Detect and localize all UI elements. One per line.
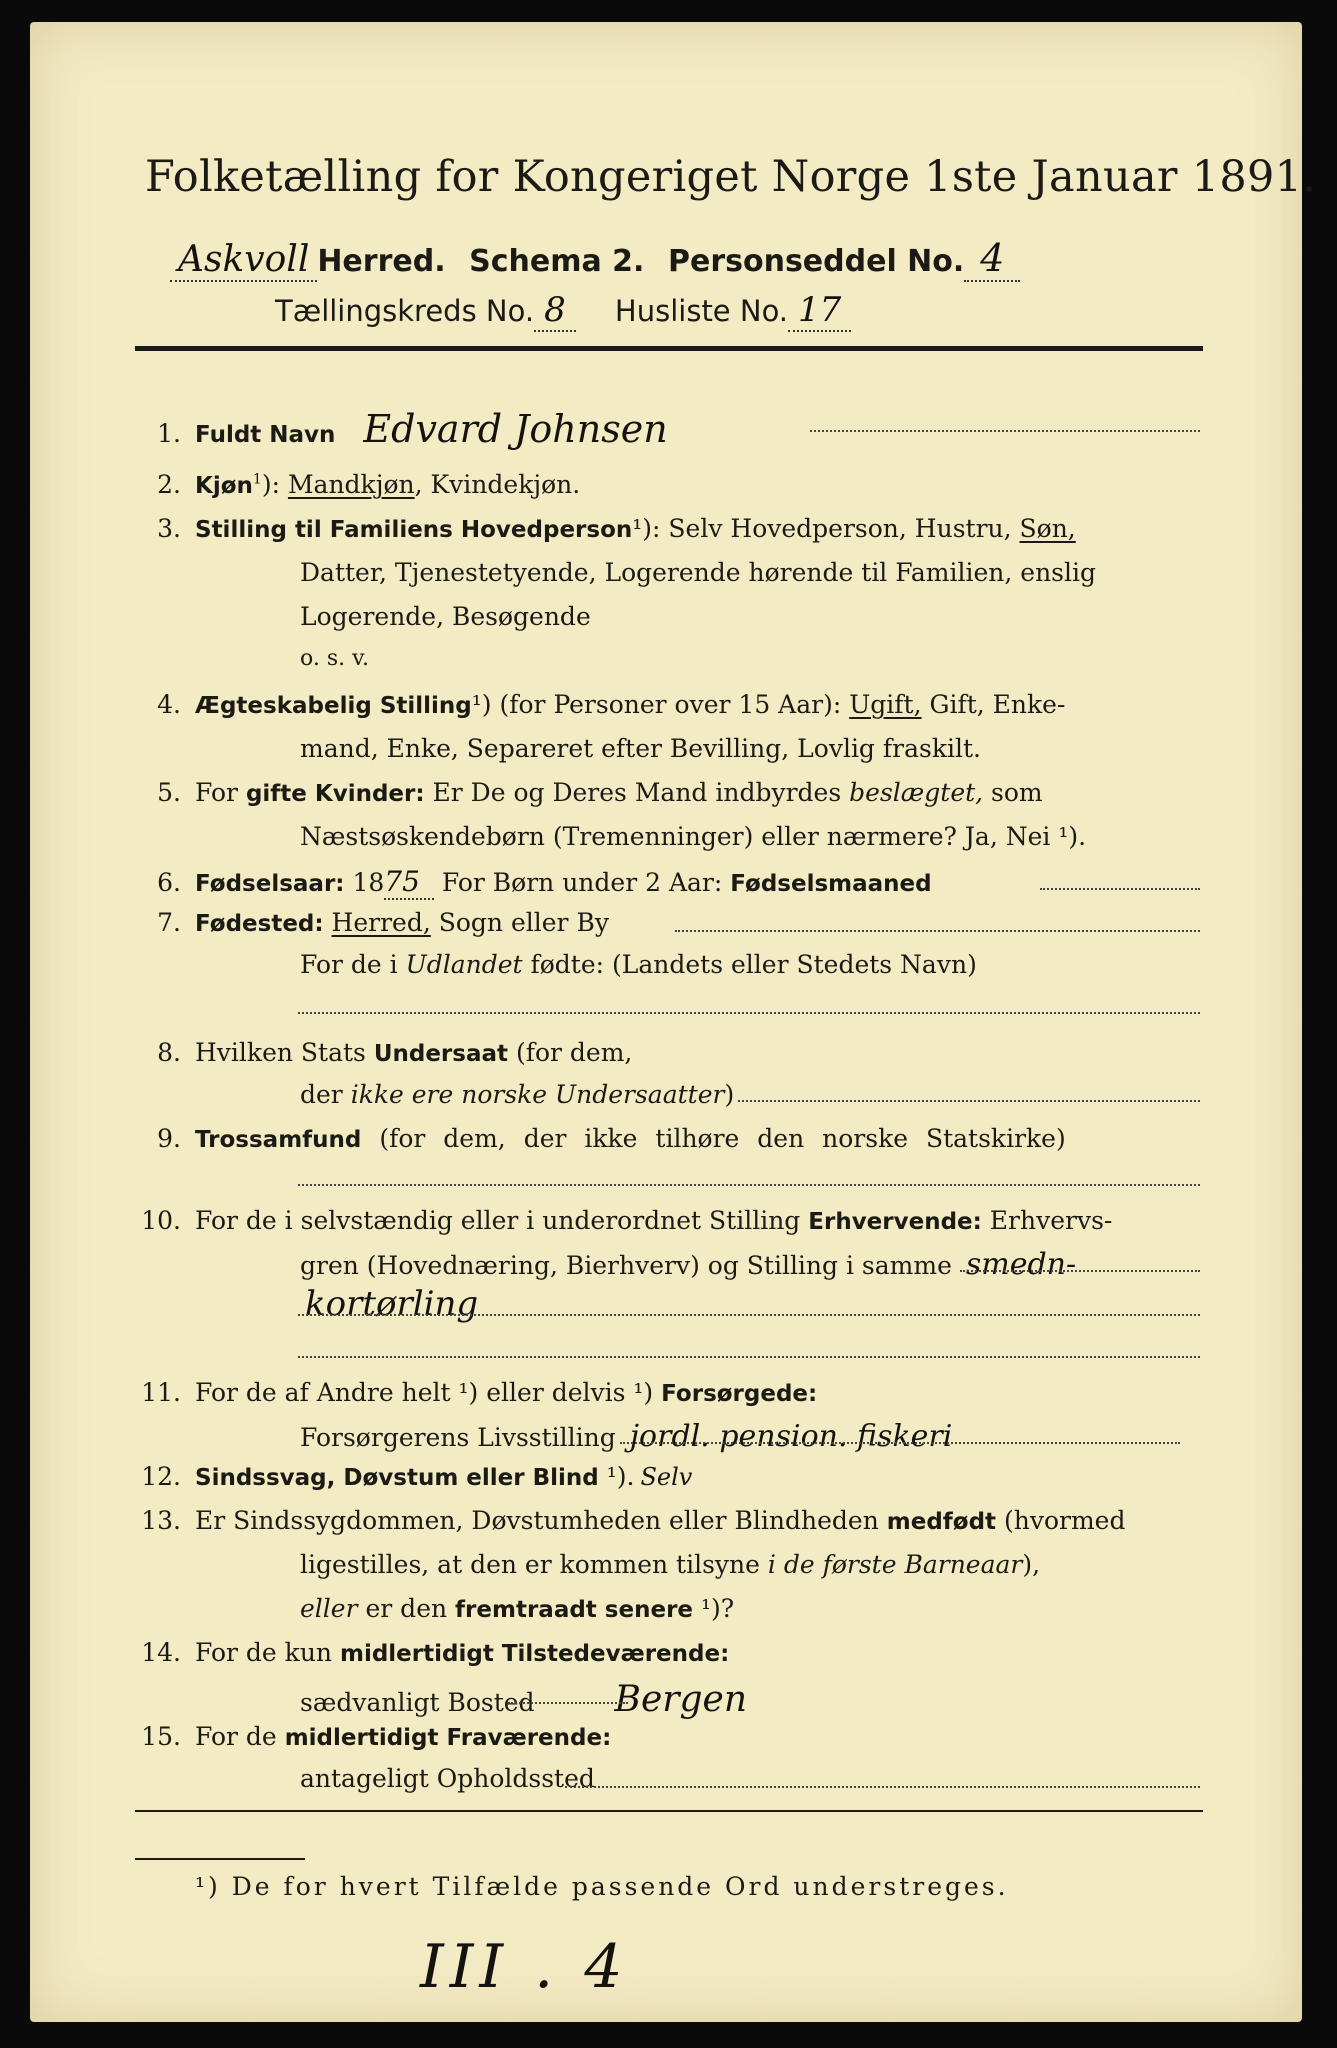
q12-value: Selv — [640, 1463, 693, 1491]
q1: 1. Fuldt Navn Edvard Johnsen — [157, 407, 668, 451]
q3-line4: o. s. v. — [300, 646, 369, 671]
q14-line2: sædvanligt Bosted Bergen — [300, 1679, 748, 1720]
kreds-label: Tællingskreds No. — [275, 294, 535, 328]
q8-dotted-line — [738, 1100, 1200, 1102]
q1-value: Edvard Johnsen — [363, 407, 668, 451]
q7-line2: For de i Udlandet fødte: (Landets eller Stedets Navn) — [300, 950, 977, 979]
schema-label: Schema 2. — [469, 244, 645, 279]
q7-herred-underlined: Herred, — [331, 908, 431, 937]
husliste-label: Husliste No. — [614, 294, 789, 328]
q3-line3: Logerende, Besøgende — [300, 602, 591, 631]
q10-line2: gren (Hovednæring, Bierhverv) og Stilling i samme smedn- — [300, 1247, 1077, 1282]
q6: 6. Fødselsaar: 1875 For Børn under 2 Aar: Fødselsmaaned — [157, 865, 932, 898]
q10-dotted-line3 — [298, 1356, 1200, 1358]
q11: 11. For de af Andre helt ¹) eller delvis ¹) Forsørgede: — [141, 1378, 818, 1407]
q3-son-underlined: Søn, — [1019, 514, 1076, 543]
q10-value1: smedn- — [965, 1247, 1077, 1282]
kreds-value: 8 — [534, 290, 576, 332]
q5: 5. For gifte Kvinder: Er De og Deres Mand indbyrdes beslægtet, som — [157, 778, 1043, 807]
q4-line2: mand, Enke, Separeret efter Bevilling, Lovlig fraskilt. — [300, 734, 981, 763]
q5-line2: Næstsøskendebørn (Tremenninger) eller nærmere? Ja, Nei ¹). — [300, 822, 1087, 851]
q14-dotted-line — [508, 1702, 628, 1704]
q7-dotted-line2 — [298, 1012, 1200, 1014]
q12: 12. Sindssvag, Døvstum eller Blind ¹). Selv — [141, 1462, 693, 1491]
q4: 4. Ægteskabelig Stilling¹) (for Personer over 15 Aar): Ugift, Gift, Enke- — [157, 690, 1066, 719]
footnote: ¹) De for hvert Tilfælde passende Ord understreges. — [195, 1872, 1009, 1901]
form-title: Folketælling for Kongeriget Norge 1ste Januar 1891. — [145, 152, 1317, 202]
q2: 2. Kjøn$^1$): Mandkjøn, Kvindekjøn. — [157, 470, 581, 499]
census-form — [30, 22, 1317, 2022]
herred-label: Herred. — [317, 244, 446, 279]
header-rule — [135, 346, 1203, 351]
husliste-value: 17 — [788, 290, 851, 332]
kreds-row — [275, 290, 851, 330]
q1-dotted-line — [810, 430, 1200, 432]
q10-dotted-line — [960, 1270, 1200, 1272]
q7-dotted-line — [675, 930, 1200, 932]
q13-line2: ligestilles, at den er kommen tilsyne i de første Barneaar), — [300, 1550, 1041, 1579]
q14: 14. For de kun midlertidigt Tilstedeværende: — [141, 1638, 730, 1667]
q9: 9. Trossamfund (for dem, der ikke tilhøre den norske Statskirke) — [157, 1124, 1066, 1153]
q10-dotted-line2 — [298, 1314, 1200, 1316]
herred-value: Askvoll — [170, 239, 317, 282]
q15: 15. For de midlertidigt Fraværende: — [141, 1722, 612, 1751]
q14-value: Bergen — [614, 1679, 748, 1720]
q11-dotted-line — [620, 1442, 1180, 1444]
q1-label: Fuldt Navn — [195, 422, 336, 448]
q13: 13. Er Sindssygdommen, Døvstumheden eller Blindheden medfødt (hvormed — [141, 1506, 1126, 1535]
end-rule — [135, 1810, 1203, 1812]
q6-dotted-line — [1040, 888, 1200, 890]
q10: 10. For de i selvstændig eller i underordnet Stilling Erhvervende: Erhvervs- — [141, 1206, 1113, 1235]
herred-row — [170, 236, 1020, 280]
q4-ugift-underlined: Ugift, — [849, 690, 922, 719]
q3-line2: Datter, Tjenestetyende, Logerende hørende til Familien, enslig — [300, 558, 1097, 587]
q8-line2: der ikke ere norske Undersaatter) — [300, 1080, 735, 1109]
q11-value: jordl. pension. fiskeri — [629, 1419, 953, 1454]
personseddel-label: Personseddel No. — [668, 244, 965, 279]
q3: 3. Stilling til Familiens Hovedperson¹): Selv Hovedperson, Hustru, Søn, — [157, 514, 1076, 543]
q6-year-value: 75 — [384, 865, 434, 900]
q15-line2: antageligt Opholdssted — [300, 1764, 595, 1793]
q8: 8. Hvilken Stats Undersaat (for dem, — [157, 1038, 633, 1067]
q15-dotted-line — [565, 1786, 1200, 1788]
q10-value2: kortørling — [305, 1284, 479, 1324]
q11-line2: Forsørgerens Livsstilling jordl. pension. fiskeri — [300, 1419, 953, 1454]
bottom-mark: III . 4 — [420, 1932, 629, 2002]
q2-mandkjon-underlined: Mandkjøn — [287, 470, 415, 499]
q9-dotted-line — [298, 1184, 1200, 1186]
q13-line3: eller er den fremtraadt senere ¹)? — [300, 1594, 735, 1623]
personseddel-value: 4 — [964, 236, 1020, 282]
q7: 7. Fødested: Herred, Sogn eller By — [157, 908, 609, 937]
footnote-rule — [135, 1858, 305, 1860]
